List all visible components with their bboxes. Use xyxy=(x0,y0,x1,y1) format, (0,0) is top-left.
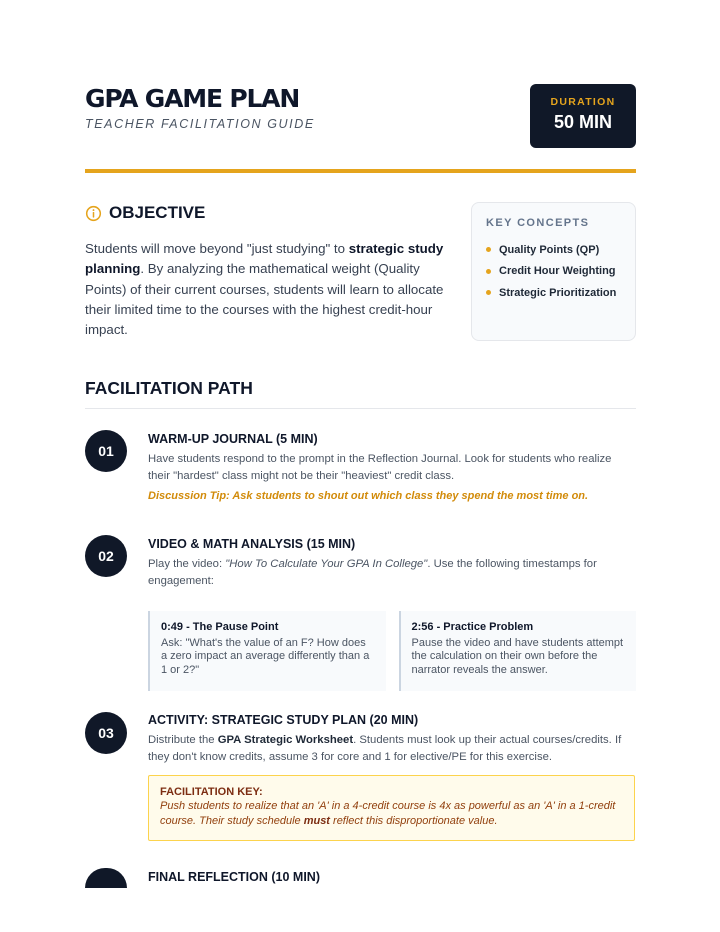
timestamp-cards xyxy=(148,611,636,691)
objective-title: OBJECTIVE xyxy=(109,203,206,222)
timestamp-card-title: 0:49 - The Pause Point xyxy=(161,621,279,633)
key-concepts-list xyxy=(486,239,621,304)
key-concepts-box xyxy=(471,202,636,341)
worksheet-name: GPA Strategic Worksheet xyxy=(217,734,354,746)
key-concepts-title: KEY CONCEPTS xyxy=(486,217,590,229)
step-title: VIDEO & MATH ANALYSIS (15 MIN) xyxy=(148,537,356,551)
step-final-reflection xyxy=(148,869,636,885)
step-video-analysis xyxy=(148,536,636,691)
timestamp-card xyxy=(399,611,637,691)
objective-text-part: Students will move beyond "just studying" to xyxy=(85,241,349,256)
objective-text-emphasis: strategic study planning xyxy=(85,241,444,277)
facilitation-key-title: FACILITATION KEY: xyxy=(160,786,263,798)
discussion-tip: Discussion Tip: Ask students to shout out which class they spend the most time on. xyxy=(148,490,589,502)
facilitation-key-box xyxy=(148,775,635,841)
step-description: Have students respond to the prompt in the Reflection Journal. Look for students who realize their "hardest" class might not be their "heaviest" credit class. xyxy=(148,453,612,482)
objective-text-part: . By analyzing the mathematical weight (Quality Points) of their current courses, students will learn to allocate their limited time to the courses with the highest credit-hour impact. xyxy=(85,261,444,338)
timestamp-card xyxy=(148,611,386,691)
step-title: WARM-UP JOURNAL (5 MIN) xyxy=(148,432,318,446)
step-title: FINAL REFLECTION (10 MIN) xyxy=(148,870,320,884)
step-description-part: Distribute the xyxy=(148,734,218,746)
key-text-part: reflect this disproportionate value. xyxy=(329,815,498,827)
timestamp-card-text: Pause the video and have students attempt the calculation on their own before the narrator reveals the answer. xyxy=(411,637,624,676)
step-title: ACTIVITY: STRATEGIC STUDY PLAN (20 MIN) xyxy=(148,713,419,727)
key-text-part: Push students to realize that an 'A' in a 4-credit course is 4x as powerful as an 'A' in a 1-credit course. Their study schedule xyxy=(160,800,616,827)
header-divider xyxy=(85,169,636,173)
key-concept-item xyxy=(486,239,621,261)
step-description-part: Play the video: xyxy=(148,558,226,570)
bullet-dot-icon xyxy=(486,290,491,295)
bullet-dot-icon xyxy=(486,269,491,274)
step-description-part: . Use the following timestamps for engagement: xyxy=(148,558,597,587)
step-description xyxy=(148,556,636,589)
facilitation-path-title: FACILITATION PATH xyxy=(85,378,253,398)
key-concept-item xyxy=(486,261,621,283)
key-concept-item xyxy=(486,282,621,304)
info-circle-icon xyxy=(85,205,102,222)
key-concept-label: Credit Hour Weighting xyxy=(499,265,616,278)
step-number-badge: 02 xyxy=(85,535,127,577)
step-number-badge: 03 xyxy=(85,712,127,754)
step-description xyxy=(148,732,636,765)
video-title: "How To Calculate Your GPA In College" xyxy=(225,558,428,570)
header xyxy=(85,84,636,154)
step-number-badge xyxy=(85,868,127,888)
step-number-badge: 01 xyxy=(85,430,127,472)
step-warm-up xyxy=(148,431,636,502)
duration-badge xyxy=(530,84,636,148)
step-description-part: . Students must look up their actual courses/credits. If they don't know credits, assume 3 for core and 1 for elective/PE for this exercise. xyxy=(148,734,622,763)
key-concept-label: Quality Points (QP) xyxy=(499,243,600,256)
timestamp-card-title: 2:56 - Practice Problem xyxy=(411,621,534,633)
timestamp-card-text: Ask: "What's the value of an F? How does a zero impact an average differently than a 1 or 2?" xyxy=(161,637,370,676)
key-text-emphasis: must xyxy=(303,815,330,827)
page-title: GPA GAME PLAN xyxy=(85,84,300,113)
facilitation-key-text xyxy=(160,799,623,829)
duration-value: 50 MIN xyxy=(553,112,613,132)
key-concept-label: Strategic Prioritization xyxy=(499,286,617,299)
step-study-plan xyxy=(148,712,636,841)
duration-label: DURATION xyxy=(550,96,616,108)
bullet-dot-icon xyxy=(486,247,491,252)
section-divider xyxy=(85,408,636,409)
objective-heading xyxy=(85,203,205,223)
objective-text xyxy=(85,239,445,340)
page-subtitle: TEACHER FACILITATION GUIDE xyxy=(85,117,315,131)
